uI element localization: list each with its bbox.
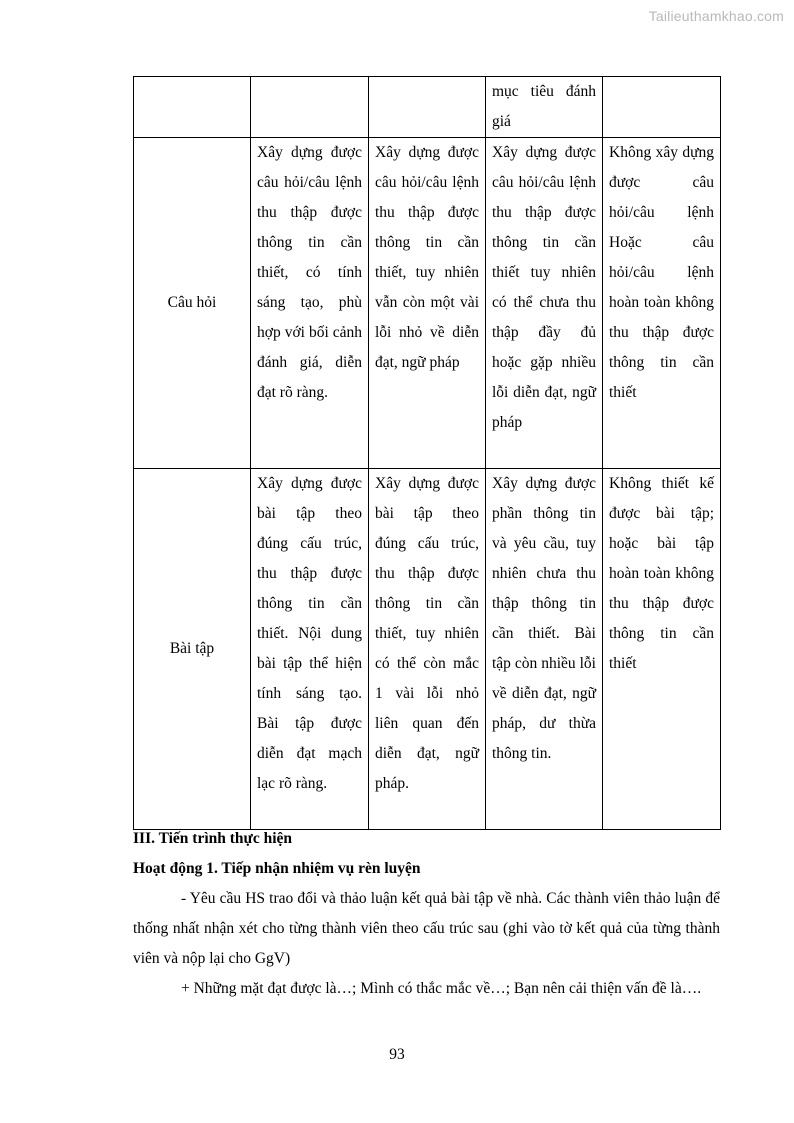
paragraph: - Yêu cầu HS trao đổi và thảo luận kết quả bài tập về nhà. Các thành viên thảo luận để thống nhất nhận xét cho từng thành viên theo cấu trúc sau (ghi vào tờ kết quả của từng thành viên và nộp lại cho GgV) [133,890,720,967]
activity-heading: Hoạt động 1. Tiếp nhận nhiệm vụ rèn luyện [133,860,421,877]
level-cell: Xây dựng được phần thông tin và yêu cầu, tuy nhiên chưa thu thập thông tin cần thiết. Bài tập còn nhiều lỗi về diễn đạt, ngữ pháp, dư thừa thông tin. [486,469,603,830]
level-cell: Không thiết kế được bài tập; hoặc bài tập hoàn toàn không thu thập được thông tin cần thiết [603,469,721,830]
level-cell [603,77,721,138]
section-heading: III. Tiến trình thực hiện [133,830,293,847]
level-cell: Xây dựng được câu hỏi/câu lệnh thu thập được thông tin cần thiết, tuy nhiên vẫn còn một vài lỗi nhỏ về diễn đạt, ngữ pháp [369,138,486,469]
level-cell [369,77,486,138]
level-cell: Không xây dựng được câu hỏi/câu lệnh Hoặc câu hỏi/câu lệnh hoàn toàn không thu thập được thông tin cần thiết [603,138,721,469]
table-row [134,77,721,138]
level-cell: mục tiêu đánh giá [486,77,603,138]
level-cell [251,77,369,138]
level-cell: Xây dựng được câu hỏi/câu lệnh thu thập được thông tin cần thiết, có tính sáng tạo, phù hợp với bối cảnh đánh giá, diễn đạt rõ ràng. [251,138,369,469]
criterion-label [134,77,251,138]
level-cell: Xây dựng được bài tập theo đúng cấu trúc, thu thập được thông tin cần thiết, tuy nhiên có thể còn mắc 1 vài lỗi nhỏ liên quan đến diễn đạt, ngữ pháp. [369,469,486,830]
level-cell: Xây dựng được bài tập theo đúng cấu trúc, thu thập được thông tin cần thiết. Nội dung bài tập thể hiện tính sáng tạo. Bài tập được diễn đạt mạch lạc rõ ràng. [251,469,369,830]
level-cell: Xây dựng được câu hỏi/câu lệnh thu thập được thông tin cần thiết tuy nhiên có thể chưa thu thập đầy đủ hoặc gặp nhiều lỗi diễn đạt, ngữ pháp [486,138,603,469]
rubric-table [133,76,721,830]
table-row [134,469,721,830]
table-row [134,138,721,469]
paragraph: + Những mặt đạt được là…; Mình có thắc mắc về…; Bạn nên cải thiện vấn đề là…. [181,980,702,997]
criterion-label: Bài tập [134,469,251,830]
watermark: Tailieuthamkhao.com [648,8,784,24]
criterion-label: Câu hỏi [134,138,251,469]
page-number: 93 [389,1046,405,1063]
